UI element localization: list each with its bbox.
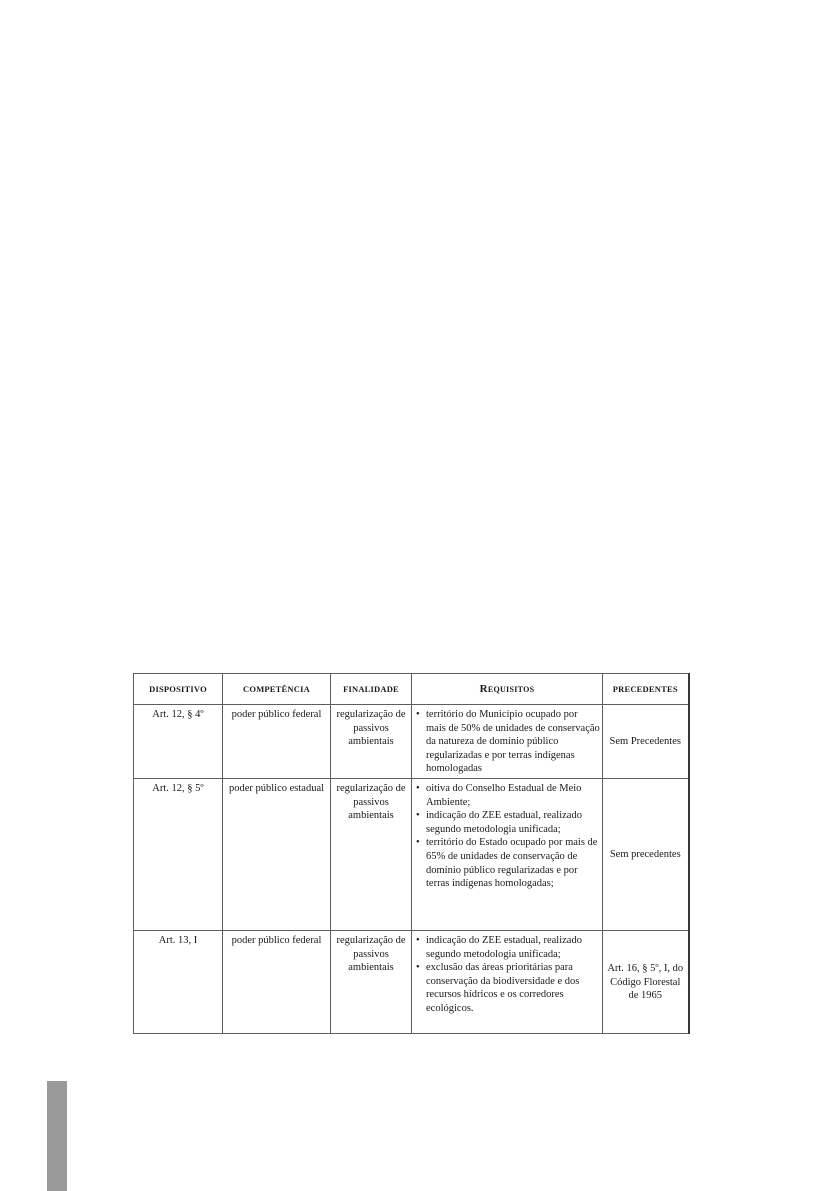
cell-dispositivo: Art. 12, § 4º — [134, 705, 223, 779]
bullet-icon: • — [416, 837, 420, 849]
requisito-item — [416, 934, 600, 961]
bullet-icon: • — [416, 962, 420, 974]
bullet-icon: • — [416, 810, 420, 822]
header-dispositivo: DISPOSITIVO — [134, 674, 223, 705]
header-requisitos: Requisitos — [412, 674, 603, 705]
requisito-text: indicação do ZEE estadual, realizado segundo metodologia unificada; — [426, 935, 582, 960]
cell-requisitos — [412, 931, 603, 1034]
cell-precedentes: Sem Precedentes — [603, 705, 689, 779]
requisito-text: território do Município ocupado por mais de 50% de unidades de conservação da natureza de domínio público regularizadas e por terras indígenas homologadas — [426, 709, 600, 775]
legal-comparison-table — [133, 673, 690, 1034]
requisito-item — [416, 961, 600, 1015]
table-header-row — [134, 674, 689, 705]
table-row — [134, 931, 689, 1034]
cell-requisitos — [412, 779, 603, 931]
requisito-text: exclusão das áreas prioritárias para conservação da biodiversidade e dos recursos hídricos e os corredores ecológicos. — [426, 962, 580, 1014]
header-finalidade: FINALIDADE — [331, 674, 412, 705]
cell-competencia: poder público federal — [223, 931, 331, 1034]
cell-precedentes: Sem precedentes — [603, 779, 689, 931]
bullet-icon: • — [416, 783, 420, 794]
cell-requisitos — [412, 705, 603, 779]
requisito-text: território do Estado ocupado por mais de 65% de unidades de conservação de domínio público regularizadas e por terras indígenas homologadas; — [426, 837, 598, 890]
requisito-item — [416, 782, 600, 809]
table-row — [134, 705, 689, 779]
cell-precedentes: Art. 16, § 5º, I, do Código Florestal de 1965 — [603, 931, 689, 1034]
requisito-item — [416, 836, 600, 890]
page-margin-gray-bar — [47, 1081, 67, 1191]
requisito-text: oitiva do Conselho Estadual de Meio Ambiente; — [426, 783, 582, 808]
cell-finalidade: regularização de passivos ambientais — [331, 705, 412, 779]
cell-competencia: poder público federal — [223, 705, 331, 779]
header-competencia: COMPETÊNCIA — [223, 674, 331, 705]
requisito-text: indicação do ZEE estadual, realizado segundo metodologia unificada; — [426, 810, 582, 835]
table-row — [134, 779, 689, 931]
bullet-icon: • — [416, 935, 420, 946]
requisito-item — [416, 708, 600, 776]
cell-finalidade: regularização de passivos ambientais — [331, 931, 412, 1034]
bullet-icon: • — [416, 709, 420, 720]
requisito-item — [416, 809, 600, 836]
header-precedentes: PRECEDENTES — [603, 674, 689, 705]
cell-dispositivo: Art. 12, § 5º — [134, 779, 223, 931]
cell-dispositivo: Art. 13, I — [134, 931, 223, 1034]
cell-competencia: poder público estadual — [223, 779, 331, 931]
cell-finalidade: regularização de passivos ambientais — [331, 779, 412, 931]
